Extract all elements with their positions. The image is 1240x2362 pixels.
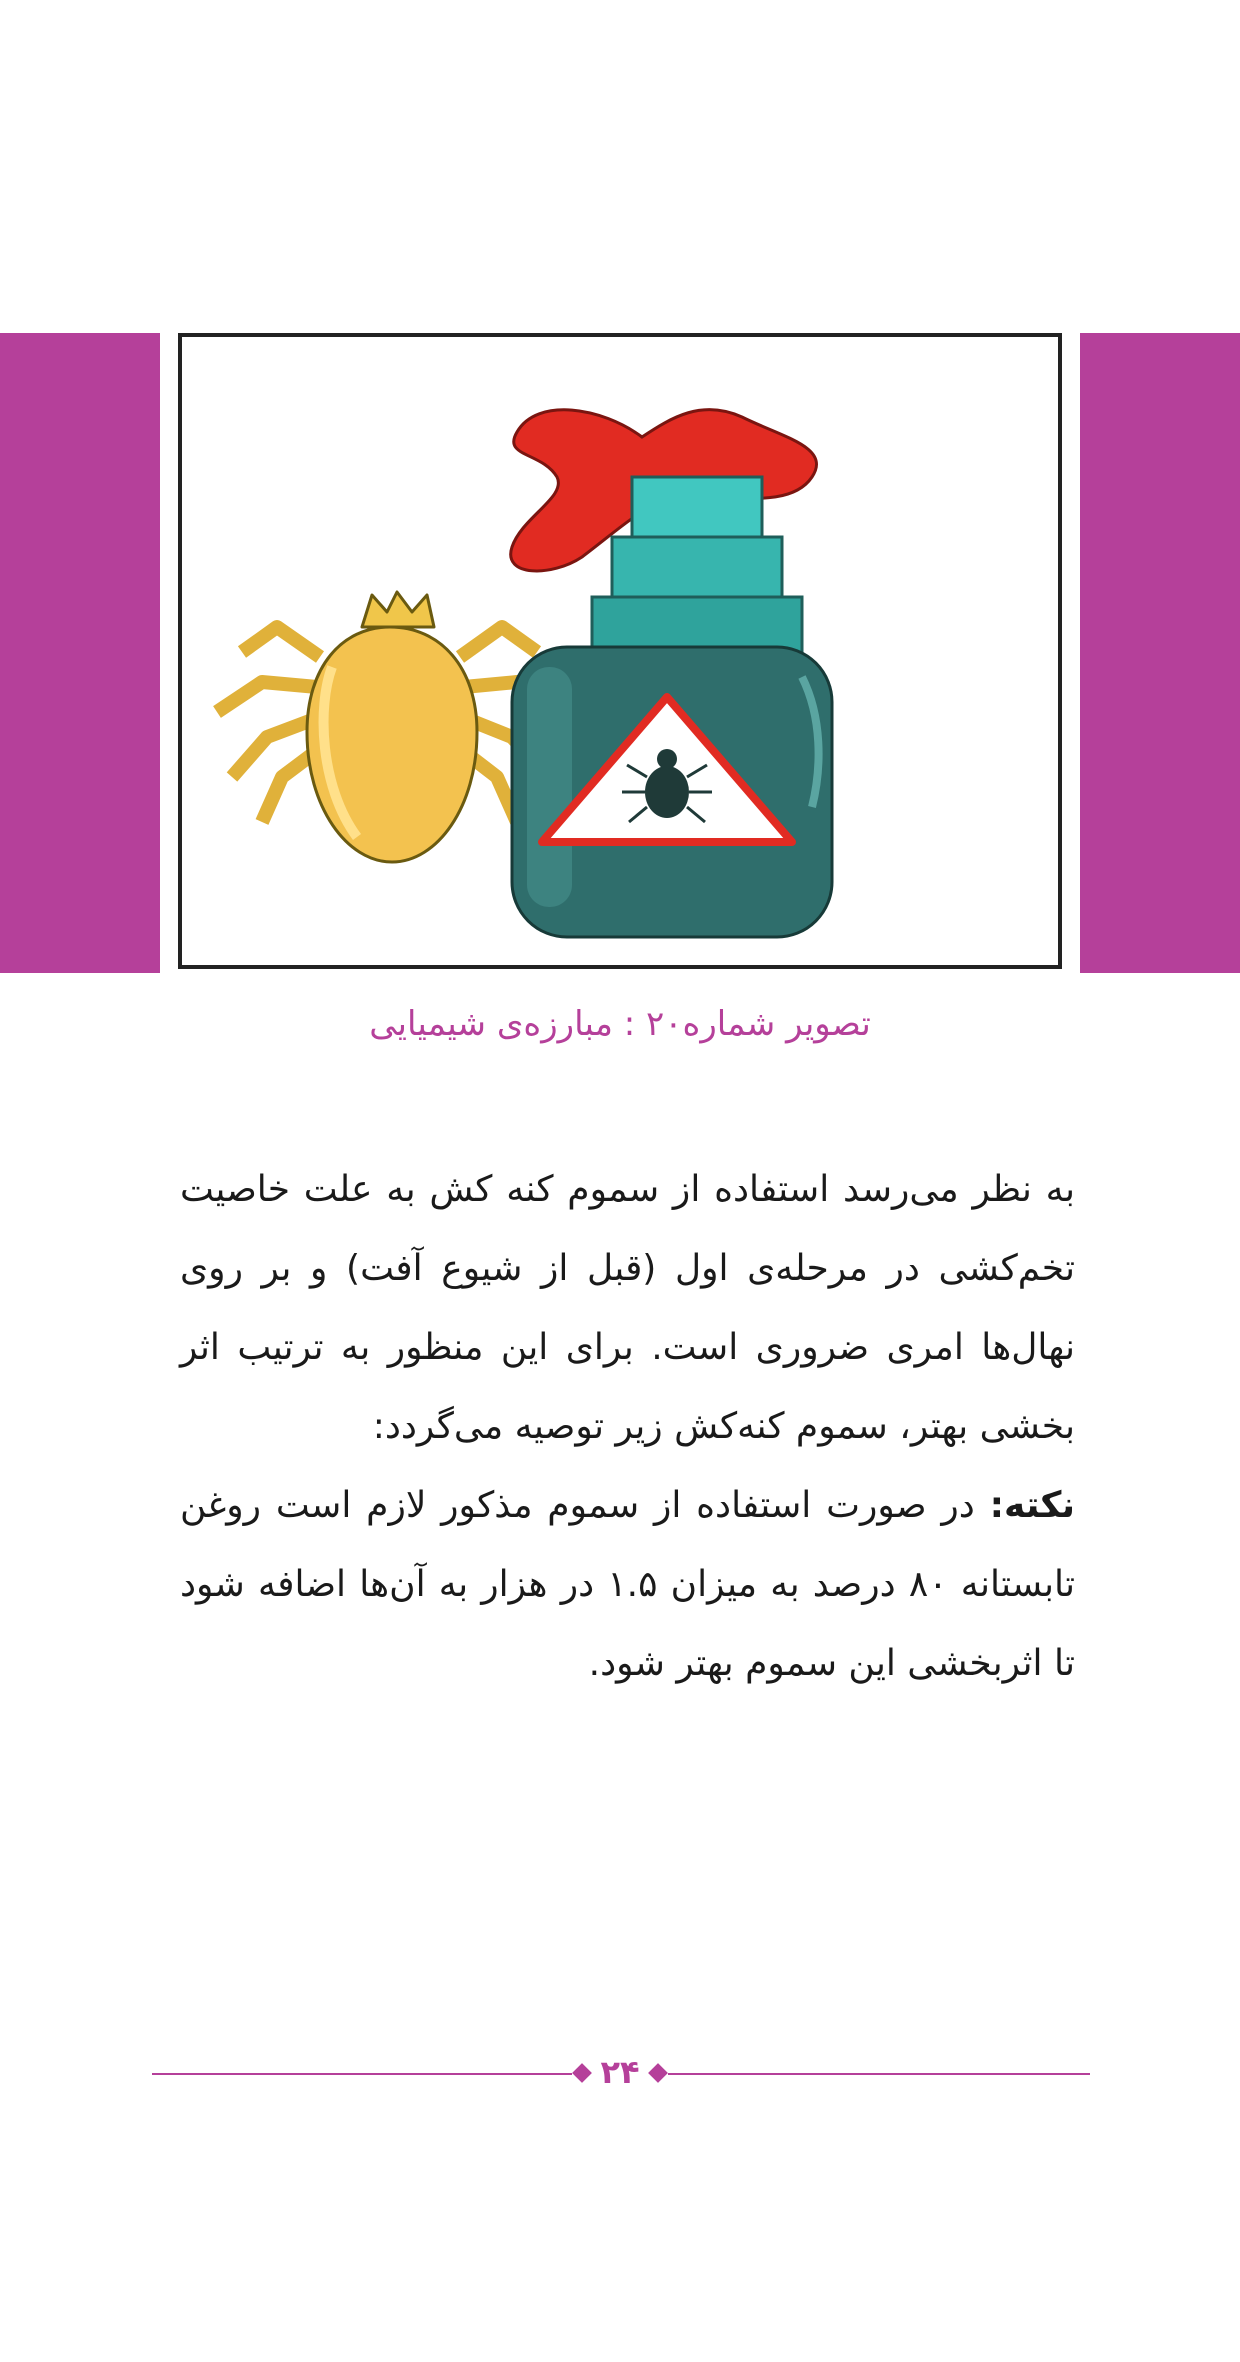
note bbox=[180, 1466, 1075, 1703]
footer-diamond-left bbox=[572, 2063, 592, 2083]
decorative-band-left bbox=[0, 333, 160, 973]
figure-image bbox=[178, 333, 1062, 969]
footer-rule-right bbox=[668, 2073, 1090, 2075]
footer-rule-left bbox=[152, 2073, 572, 2075]
spray-bottle-icon bbox=[511, 410, 832, 937]
tick-icon bbox=[217, 592, 562, 862]
paragraph: به نظر می‌رسد استفاده از سموم کنه کش به علت خاصیت تخم‌کشی در مرحله‌ی اول (قبل از شیوع آفت) و بر روی نهال‌ها امری ضروری است. برای این منظور به ترتیب اثر بخشی بهتر، سموم کنه‌کش زیر توصیه می‌گردد: bbox=[180, 1169, 1075, 1447]
figure-caption: تصویر شماره۲۰ : مبارزه‌ی شیمیایی bbox=[369, 1004, 871, 1044]
body-text bbox=[180, 1150, 1075, 1703]
decorative-band-right bbox=[1080, 333, 1240, 973]
footer-diamond-right bbox=[648, 2063, 668, 2083]
note-text: در صورت استفاده از سموم مذکور لازم است روغن تابستانه ۸۰ درصد به میزان ۱.۵ در هزار به آن‌ها اضافه شود تا اثربخشی این سموم بهتر شود. bbox=[180, 1485, 1075, 1684]
note-label: نکته: bbox=[989, 1485, 1075, 1526]
page-number: ۲۴ bbox=[600, 2053, 640, 2091]
